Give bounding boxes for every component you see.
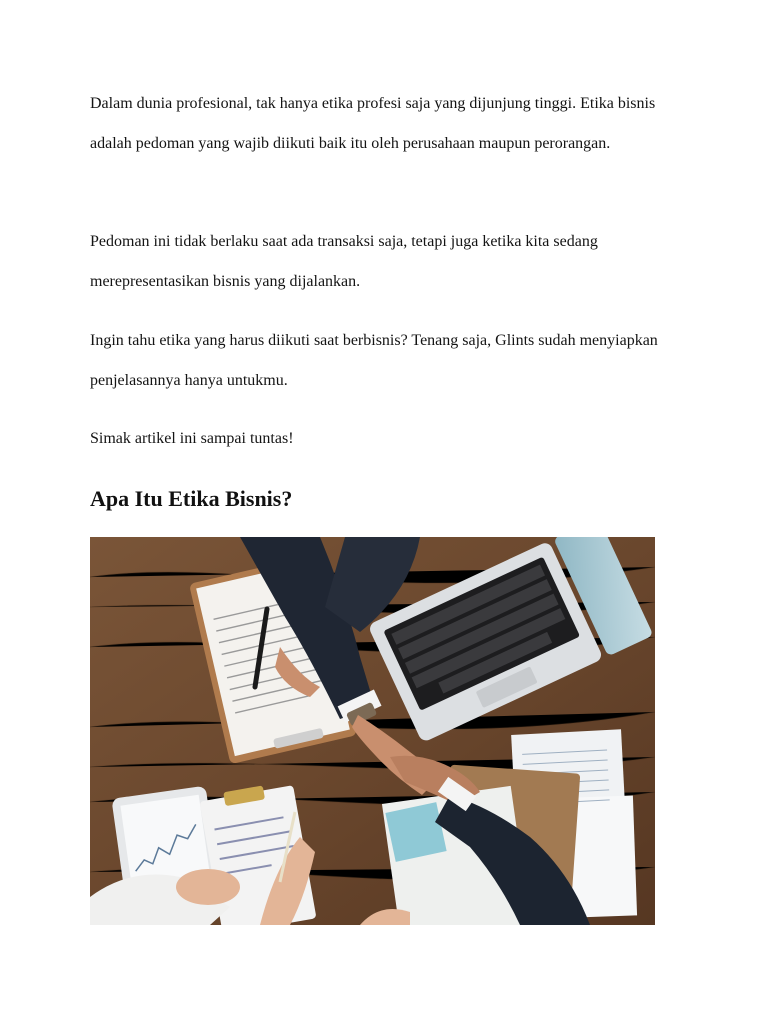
- paragraph-intro: Dalam dunia profesional, tak hanya etika profesi saja yang dijunjung tinggi. Etika bisnis adalah pedoman yang wajib diikuti baik itu oleh perusahaan maupun perorangan.: [90, 95, 656, 152]
- section-heading: Apa Itu Etika Bisnis?: [90, 486, 293, 511]
- handshake-photo: [90, 537, 655, 925]
- paragraph-read-on: Simak artikel ini sampai tuntas!: [90, 430, 294, 447]
- paragraph-guidelines: Pedoman ini tidak berlaku saat ada transaksi saja, tetapi juga ketika kita sedang merepresentasikan bisnis yang dijalankan.: [90, 233, 598, 290]
- sticky-note: [385, 802, 446, 862]
- handshake-illustration: [90, 537, 655, 925]
- paragraph-glints: Ingin tahu etika yang harus diikuti saat berbisnis? Tenang saja, Glints sudah menyiapkan penjelasannya hanya untukmu.: [90, 332, 658, 389]
